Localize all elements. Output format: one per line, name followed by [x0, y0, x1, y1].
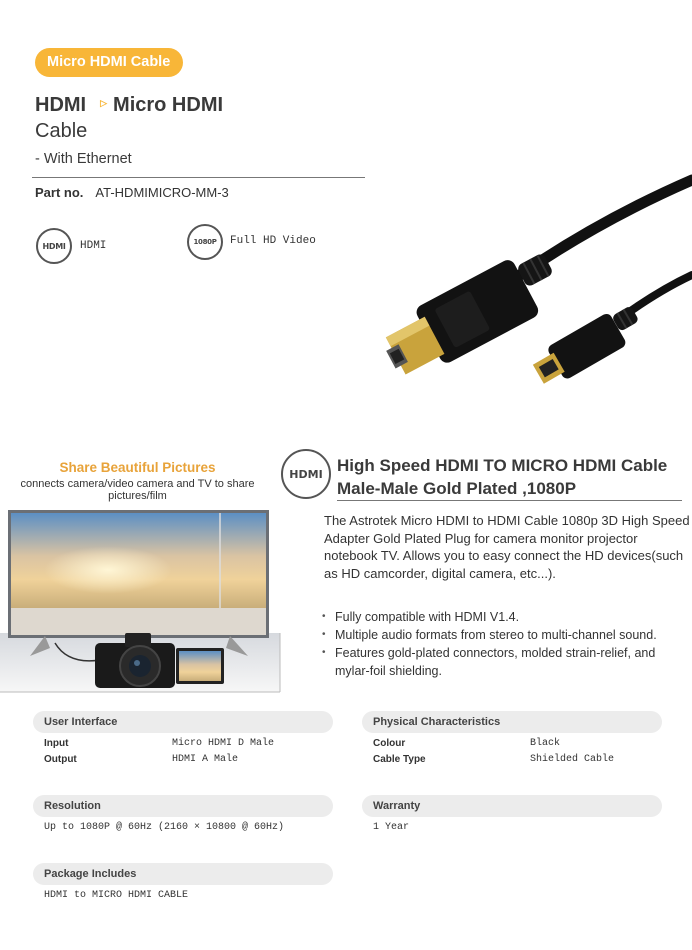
product-image [370, 160, 692, 400]
category-badge: Micro HDMI Cable [35, 48, 183, 77]
product-subtitle: - With Ethernet [35, 151, 132, 167]
spec-package [33, 863, 333, 901]
promo-subtitle: connects camera/video camera and TV to share pictures/film [20, 478, 255, 502]
spec-value: Shielded Cable [530, 754, 615, 765]
spec-value: Micro HDMI D Male [172, 738, 275, 749]
title-from: HDMI [35, 94, 87, 116]
spec-row [373, 736, 673, 752]
feature-hdmi [36, 228, 72, 264]
spec-key: Output [44, 754, 77, 765]
spec-row [44, 752, 344, 768]
hdmi-logo-icon: HDMI [281, 449, 331, 499]
1080p-icon: 1080P [187, 224, 223, 260]
spec-value: HDMI to MICRO HDMI CABLE [44, 890, 189, 901]
arrow-right-icon: ▷ [100, 98, 108, 109]
feature-bullets [322, 608, 692, 680]
spec-warranty [362, 795, 662, 833]
feature-hdmi-label: HDMI [80, 240, 107, 252]
spec-value: 1 Year [373, 822, 410, 833]
part-number-value: AT-HDMIMICRO-MM-3 [95, 185, 229, 200]
spec-header: Warranty [362, 795, 662, 817]
spec-value: Black [530, 738, 561, 749]
spec-row [373, 752, 673, 768]
spec-key: Input [44, 738, 69, 749]
spec-header: Resolution [33, 795, 333, 817]
spec-key: Colour [373, 738, 406, 749]
spec-value: HDMI A Male [172, 754, 239, 765]
title-suffix: Cable [35, 120, 88, 142]
description-title-line2: Male-Male Gold Plated ,1080P [337, 479, 577, 498]
description-title-line1: High Speed HDMI TO MICRO HDMI Cable [337, 456, 668, 475]
promo-title: Share Beautiful Pictures [59, 460, 216, 475]
feature-1080p-label: Full HD Video [230, 235, 316, 247]
spec-physical [362, 711, 662, 768]
tv-camera-image [0, 508, 282, 693]
tv-camera-illustration [0, 508, 282, 693]
divider [337, 500, 682, 501]
product-title [35, 94, 223, 117]
part-number [35, 185, 229, 200]
spec-user-interface [33, 711, 333, 768]
spec-header: Package Includes [33, 863, 333, 885]
hdmi-logo-icon: HDMI [36, 228, 72, 264]
bullet-item: • Multiple audio formats from stereo to multi-channel sound. [322, 626, 692, 644]
hdmi-cable-illustration [370, 160, 692, 400]
spec-key: Cable Type [373, 754, 426, 765]
bullet-item: • Fully compatible with HDMI V1.4. [322, 608, 692, 626]
description-title [337, 454, 667, 500]
feature-1080p [187, 224, 223, 260]
spec-resolution [33, 795, 333, 833]
part-number-label: Part no. [35, 185, 84, 200]
spec-header: User Interface [33, 711, 333, 733]
spec-value: Up to 1080P @ 60Hz (2160 × 10800 @ 60Hz) [44, 822, 285, 833]
spec-header: Physical Characteristics [362, 711, 662, 733]
title-to: Micro HDMI [113, 94, 224, 116]
divider [32, 177, 365, 178]
bullet-item: • Features gold-plated connectors, molded strain-relief, and mylar-foil shielding. [322, 644, 662, 680]
spec-row [44, 736, 344, 752]
description-body: The Astrotek Micro HDMI to HDMI Cable 1080p 3D High Speed Adapter Gold Plated Plug for camera monitor projector notebook TV. Allows you to easy connect the HD devices(such as HD camcorder, digital camera, etc...). [324, 513, 690, 581]
